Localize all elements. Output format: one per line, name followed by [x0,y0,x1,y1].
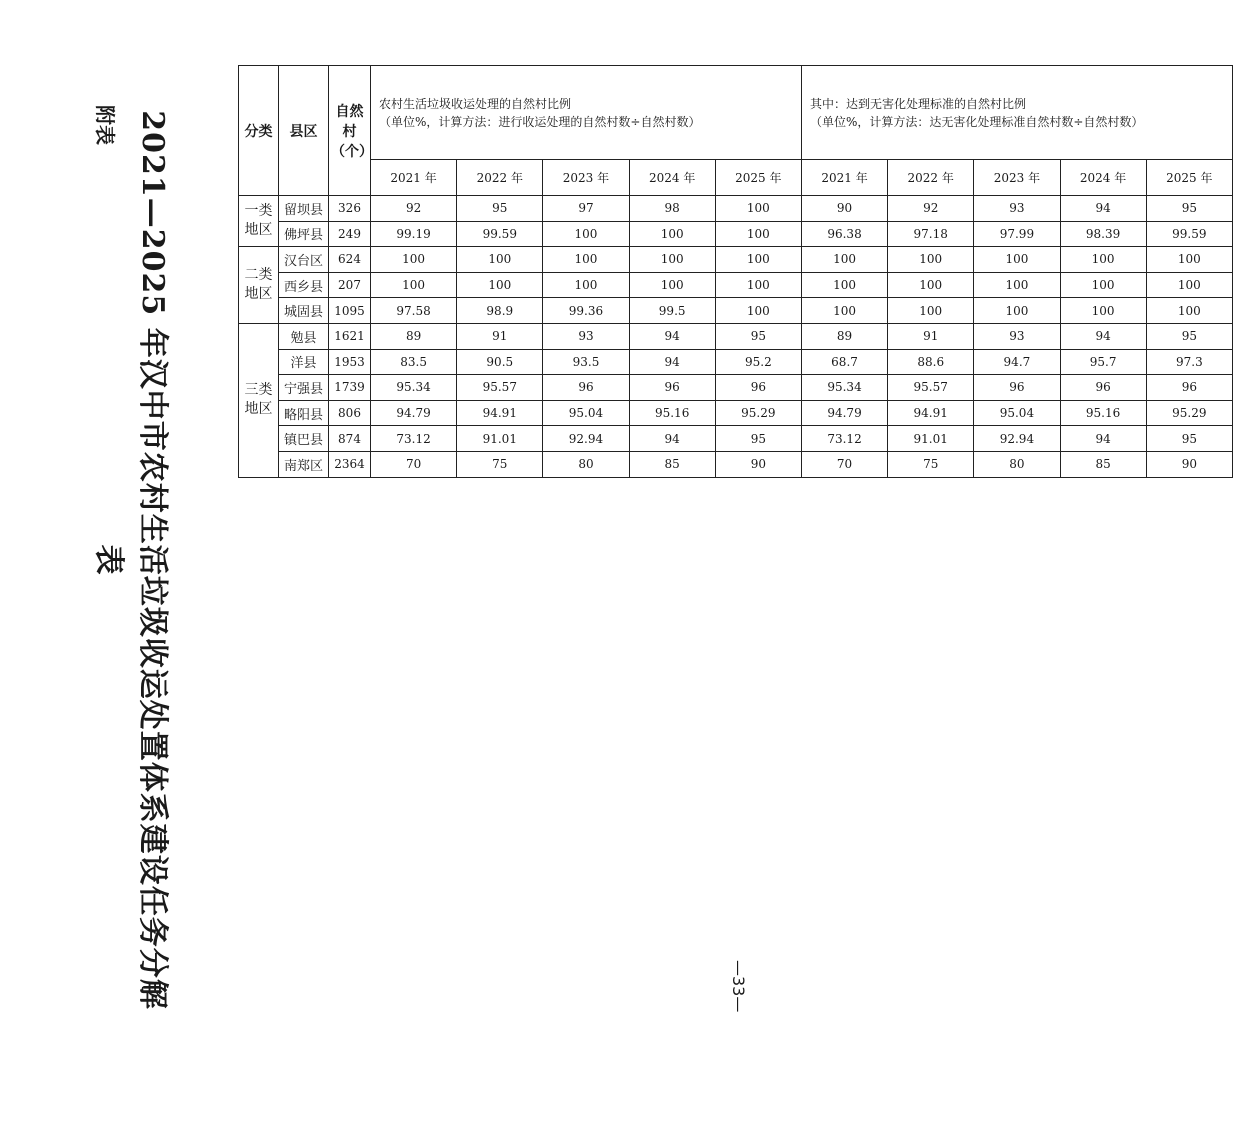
header-collection-line2: （单位%，计算方法：进行收运处理的自然村数÷自然村数） [379,114,701,129]
year-header: 2025 年 [715,160,801,196]
county-cell: 汉台区 [279,247,329,273]
collection-ratio-cell: 100 [371,247,457,273]
collection-ratio-cell: 100 [543,272,629,298]
header-harmless-ratio [801,66,1232,160]
harmless-ratio-cell: 100 [974,272,1060,298]
collection-ratio-cell: 100 [543,221,629,247]
collection-ratio-cell: 92.94 [543,426,629,452]
collection-ratio-cell: 100 [715,247,801,273]
county-cell: 洋县 [279,349,329,375]
collection-ratio-cell: 100 [629,247,715,273]
collection-ratio-cell: 91.01 [457,426,543,452]
collection-ratio-cell: 94.91 [457,400,543,426]
header-harmless-line2: （单位%，计算方法：达无害化处理标准自然村数÷自然村数） [809,114,1144,129]
task-table-wrapper [238,65,1233,477]
year-header: 2021 年 [801,160,887,196]
harmless-ratio-cell: 96 [974,375,1060,401]
villages-cell: 326 [329,196,371,222]
harmless-ratio-cell: 95.34 [801,375,887,401]
villages-cell: 1621 [329,323,371,349]
table-row [239,349,1233,375]
harmless-ratio-cell: 94 [1060,323,1146,349]
harmless-ratio-cell: 68.7 [801,349,887,375]
harmless-ratio-cell: 100 [1146,247,1232,273]
collection-ratio-cell: 100 [715,221,801,247]
header-harmless-line1: 其中：达到无害化处理标准的自然村比例 [809,96,1026,111]
harmless-ratio-cell: 95 [1146,196,1232,222]
collection-ratio-cell: 89 [371,323,457,349]
collection-ratio-cell: 94 [629,426,715,452]
harmless-ratio-cell: 93 [974,323,1060,349]
year-header-row [239,160,1233,196]
harmless-ratio-cell: 96 [1146,375,1232,401]
collection-ratio-cell: 94.79 [371,400,457,426]
page-number: —33— [729,960,748,1013]
collection-ratio-cell: 70 [371,451,457,477]
collection-ratio-cell: 95 [715,323,801,349]
harmless-ratio-cell: 100 [801,272,887,298]
document-title: 2021—2025 年汉中市农村生活垃圾收运处置体系建设任务分解表 [91,110,170,1010]
collection-ratio-cell: 93 [543,323,629,349]
harmless-ratio-cell: 95.57 [888,375,974,401]
collection-ratio-cell: 99.19 [371,221,457,247]
collection-ratio-cell: 94 [629,323,715,349]
harmless-ratio-cell: 92 [888,196,974,222]
harmless-ratio-cell: 100 [1060,247,1146,273]
collection-ratio-cell: 80 [543,451,629,477]
category-cell: 二类地区 [239,247,279,324]
year-header: 2024 年 [629,160,715,196]
collection-ratio-cell: 98 [629,196,715,222]
county-cell: 宁强县 [279,375,329,401]
harmless-ratio-cell: 95 [1146,426,1232,452]
county-cell: 南郑区 [279,451,329,477]
harmless-ratio-cell: 80 [974,451,1060,477]
harmless-ratio-cell: 100 [1146,298,1232,324]
villages-cell: 249 [329,221,371,247]
collection-ratio-cell: 95 [457,196,543,222]
harmless-ratio-cell: 97.18 [888,221,974,247]
harmless-ratio-cell: 100 [1060,272,1146,298]
harmless-ratio-cell: 98.39 [1060,221,1146,247]
collection-ratio-cell: 73.12 [371,426,457,452]
harmless-ratio-cell: 94.91 [888,400,974,426]
table-body [239,196,1233,478]
harmless-ratio-cell: 90 [801,196,887,222]
collection-ratio-cell: 100 [715,298,801,324]
harmless-ratio-cell: 85 [1060,451,1146,477]
harmless-ratio-cell: 100 [801,298,887,324]
harmless-ratio-cell: 92.94 [974,426,1060,452]
header-collection-line1: 农村生活垃圾收运处理的自然村比例 [379,96,572,111]
collection-ratio-cell: 95.57 [457,375,543,401]
harmless-ratio-cell: 94 [1060,196,1146,222]
task-table [238,65,1233,478]
county-cell: 城固县 [279,298,329,324]
year-header: 2023 年 [974,160,1060,196]
harmless-ratio-cell: 95.7 [1060,349,1146,375]
collection-ratio-cell: 100 [543,247,629,273]
harmless-ratio-cell: 100 [888,272,974,298]
collection-ratio-cell: 95.2 [715,349,801,375]
category-cell: 一类地区 [239,196,279,247]
harmless-ratio-cell: 94.7 [974,349,1060,375]
harmless-ratio-cell: 100 [888,298,974,324]
year-header: 2022 年 [457,160,543,196]
table-row [239,323,1233,349]
collection-ratio-cell: 95 [715,426,801,452]
collection-ratio-cell: 96 [715,375,801,401]
collection-ratio-cell: 95.04 [543,400,629,426]
header-collection-ratio [371,66,802,160]
table-row [239,272,1233,298]
table-row [239,221,1233,247]
county-cell: 勉县 [279,323,329,349]
harmless-ratio-cell: 99.59 [1146,221,1232,247]
collection-ratio-cell: 95.16 [629,400,715,426]
collection-ratio-cell: 90.5 [457,349,543,375]
header-villages: 自然村（个） [329,66,371,196]
category-cell: 三类地区 [239,323,279,477]
year-header: 2024 年 [1060,160,1146,196]
table-row [239,247,1233,273]
villages-cell: 1953 [329,349,371,375]
table-row [239,451,1233,477]
county-cell: 留坝县 [279,196,329,222]
harmless-ratio-cell: 75 [888,451,974,477]
villages-cell: 2364 [329,451,371,477]
collection-ratio-cell: 75 [457,451,543,477]
table-row [239,196,1233,222]
harmless-ratio-cell: 100 [974,298,1060,324]
collection-ratio-cell: 100 [629,272,715,298]
harmless-ratio-cell: 95.04 [974,400,1060,426]
collection-ratio-cell: 97.58 [371,298,457,324]
year-header: 2022 年 [888,160,974,196]
collection-ratio-cell: 95.34 [371,375,457,401]
collection-ratio-cell: 98.9 [457,298,543,324]
villages-cell: 207 [329,272,371,298]
collection-ratio-cell: 96 [543,375,629,401]
harmless-ratio-cell: 95.29 [1146,400,1232,426]
harmless-ratio-cell: 95 [1146,323,1232,349]
year-header: 2021 年 [371,160,457,196]
collection-ratio-cell: 90 [715,451,801,477]
collection-ratio-cell: 94 [629,349,715,375]
header-county: 县区 [279,66,329,196]
harmless-ratio-cell: 100 [974,247,1060,273]
table-row [239,400,1233,426]
collection-ratio-cell: 100 [457,272,543,298]
collection-ratio-cell: 100 [629,221,715,247]
county-cell: 略阳县 [279,400,329,426]
harmless-ratio-cell: 94 [1060,426,1146,452]
harmless-ratio-cell: 73.12 [801,426,887,452]
villages-cell: 1739 [329,375,371,401]
collection-ratio-cell: 99.59 [457,221,543,247]
harmless-ratio-cell: 95.16 [1060,400,1146,426]
harmless-ratio-cell: 70 [801,451,887,477]
harmless-ratio-cell: 100 [801,247,887,273]
harmless-ratio-cell: 97.3 [1146,349,1232,375]
collection-ratio-cell: 100 [371,272,457,298]
header-category: 分类 [239,66,279,196]
harmless-ratio-cell: 96.38 [801,221,887,247]
harmless-ratio-cell: 97.99 [974,221,1060,247]
harmless-ratio-cell: 88.6 [888,349,974,375]
annex-label: 附表 [93,105,117,145]
collection-ratio-cell: 85 [629,451,715,477]
harmless-ratio-cell: 91.01 [888,426,974,452]
collection-ratio-cell: 95.29 [715,400,801,426]
collection-ratio-cell: 100 [457,247,543,273]
collection-ratio-cell: 83.5 [371,349,457,375]
collection-ratio-cell: 99.36 [543,298,629,324]
collection-ratio-cell: 97 [543,196,629,222]
harmless-ratio-cell: 100 [1060,298,1146,324]
harmless-ratio-cell: 94.79 [801,400,887,426]
harmless-ratio-cell: 100 [1146,272,1232,298]
harmless-ratio-cell: 93 [974,196,1060,222]
villages-cell: 1095 [329,298,371,324]
harmless-ratio-cell: 90 [1146,451,1232,477]
collection-ratio-cell: 96 [629,375,715,401]
table-row [239,426,1233,452]
county-cell: 镇巴县 [279,426,329,452]
villages-cell: 624 [329,247,371,273]
collection-ratio-cell: 92 [371,196,457,222]
villages-cell: 806 [329,400,371,426]
year-header: 2023 年 [543,160,629,196]
county-cell: 佛坪县 [279,221,329,247]
collection-ratio-cell: 91 [457,323,543,349]
collection-ratio-cell: 93.5 [543,349,629,375]
collection-ratio-cell: 99.5 [629,298,715,324]
harmless-ratio-cell: 100 [888,247,974,273]
harmless-ratio-cell: 91 [888,323,974,349]
collection-ratio-cell: 100 [715,272,801,298]
harmless-ratio-cell: 89 [801,323,887,349]
year-header: 2025 年 [1146,160,1232,196]
villages-cell: 874 [329,426,371,452]
collection-ratio-cell: 100 [715,196,801,222]
table-row [239,375,1233,401]
county-cell: 西乡县 [279,272,329,298]
harmless-ratio-cell: 96 [1060,375,1146,401]
table-row [239,298,1233,324]
